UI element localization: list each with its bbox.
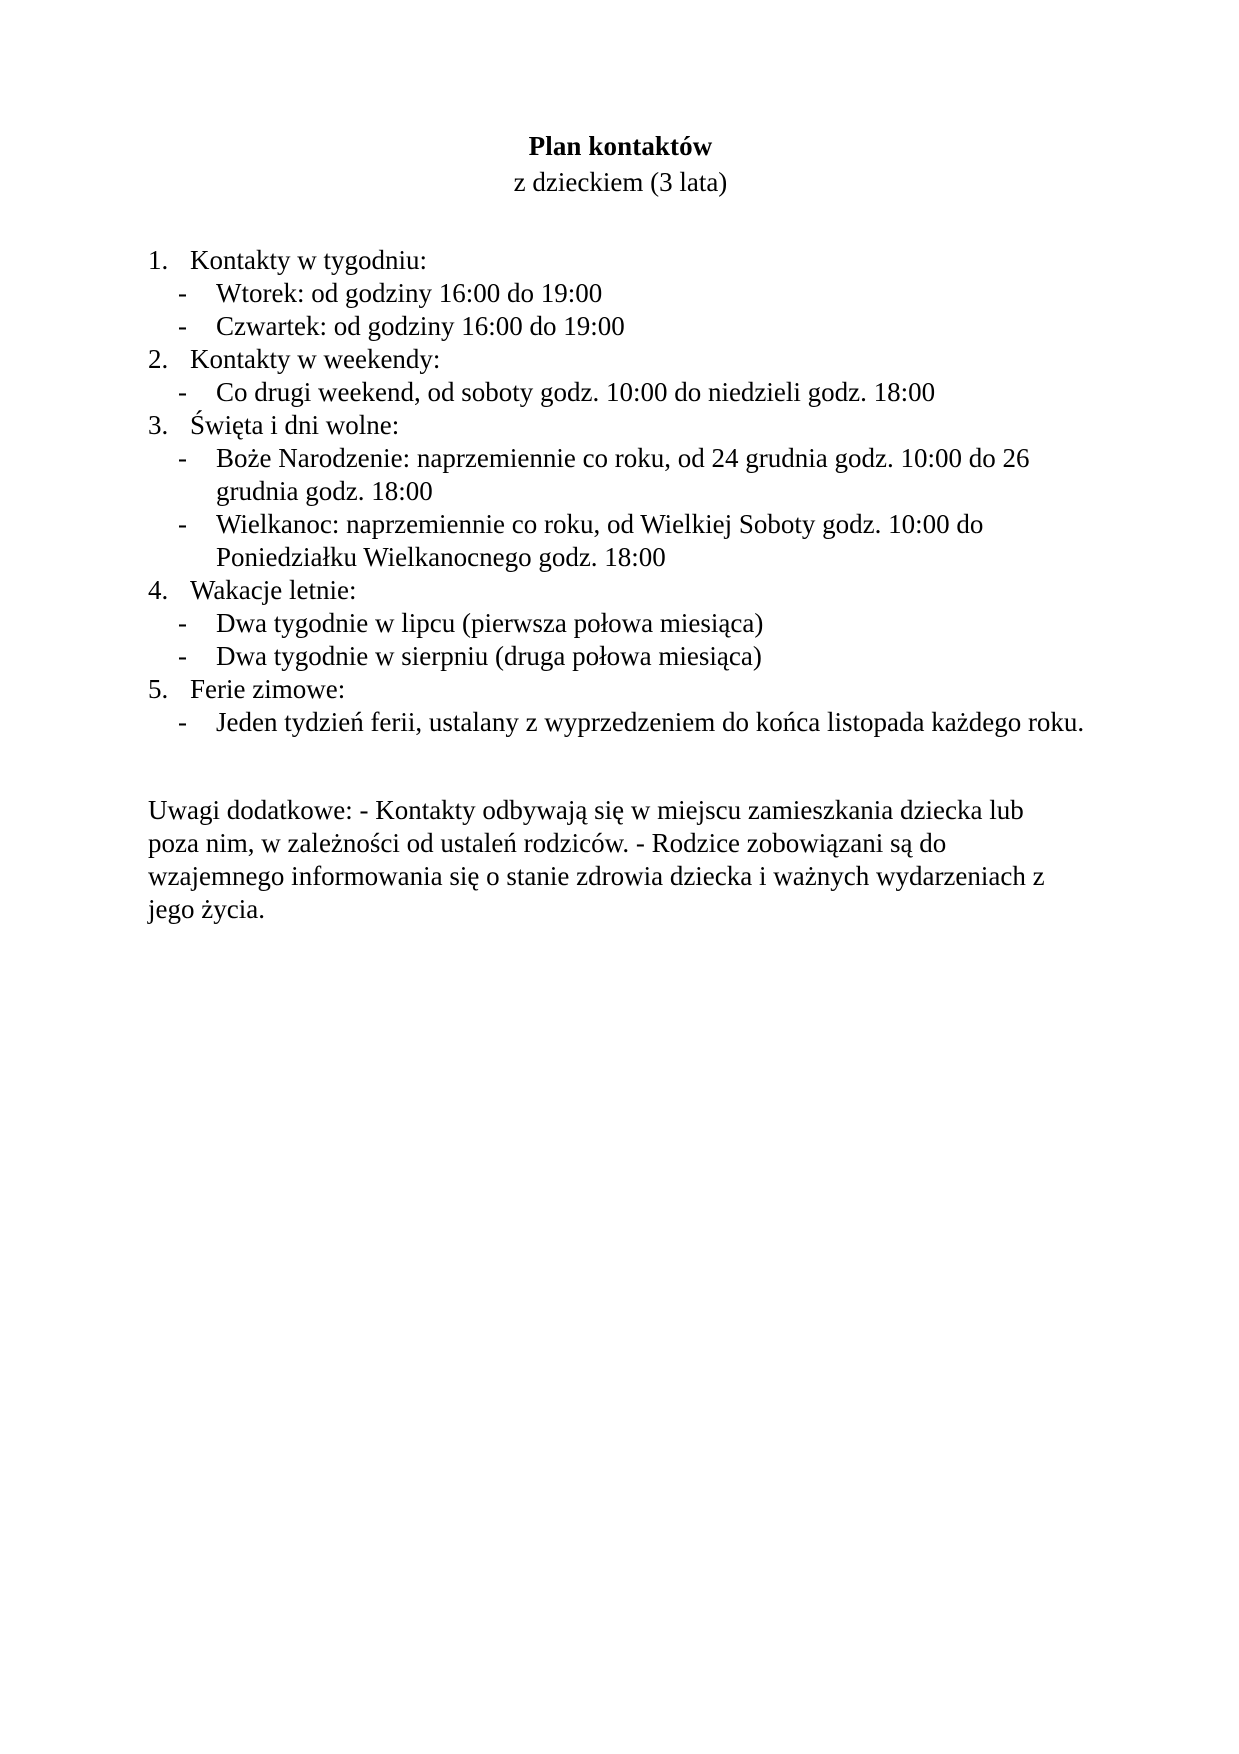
list-item-number: 1. [148, 245, 169, 275]
sub-list [148, 442, 1093, 574]
list-item-heading: Kontakty w tygodniu: [190, 245, 427, 275]
list-item-heading: Wakacje letnie: [190, 575, 357, 605]
sub-list [148, 376, 1093, 409]
page-title: Plan kontaktów [528, 131, 713, 161]
additional-notes: Uwagi dodatkowe: - Kontakty odbywają się w miejscu zamieszkania dziecka lub poza nim, w zależności od ustaleń rodziców. - Rodzice zobowiązani są do wzajemnego informowania się o stanie zdrowia dziecka i ważnych wydarzeniach z jego życia. [148, 795, 1045, 924]
dash-bullet: - [178, 377, 187, 407]
list-item-number: 4. [148, 575, 169, 605]
dash-bullet: - [178, 509, 187, 539]
list-item [148, 244, 1093, 277]
list-item-number: 5. [148, 674, 169, 704]
list-item [148, 343, 1093, 376]
sub-list-item-text: Wtorek: od godziny 16:00 do 19:00 [216, 278, 603, 308]
list-item-heading: Święta i dni wolne: [190, 410, 400, 440]
list-item-heading: Ferie zimowe: [190, 674, 346, 704]
sub-list [148, 607, 1093, 673]
sub-list-item [148, 376, 1093, 409]
sub-list-item [148, 508, 1093, 574]
list-item-number: 3. [148, 410, 169, 440]
dash-bullet: - [178, 707, 187, 737]
list-item-heading: Kontakty w weekendy: [190, 344, 441, 374]
sub-list-item-text: Wielkanoc: naprzemiennie co roku, od Wielkiej Soboty godz. 10:00 do Poniedziałku Wielkanocnego godz. 18:00 [216, 509, 984, 572]
sub-list-item-text: Co drugi weekend, od soboty godz. 10:00 do niedzieli godz. 18:00 [216, 377, 936, 407]
dash-bullet: - [178, 278, 187, 308]
sub-list-item [148, 640, 1093, 673]
sub-list-item [148, 277, 1093, 310]
sub-list [148, 277, 1093, 343]
list-item [148, 673, 1093, 706]
list-item [148, 574, 1093, 607]
dash-bullet: - [178, 608, 187, 638]
numbered-list [148, 244, 1093, 739]
list-item [148, 409, 1093, 442]
dash-bullet: - [178, 443, 187, 473]
sub-list-item [148, 706, 1093, 739]
sub-list-item-text: Boże Narodzenie: naprzemiennie co roku, od 24 grudnia godz. 10:00 do 26 grudnia godz. 18:00 [216, 443, 1030, 506]
sub-list-item [148, 607, 1093, 640]
sub-list-item-text: Czwartek: od godziny 16:00 do 19:00 [216, 311, 625, 341]
page-subtitle: z dzieckiem (3 lata) [513, 167, 728, 197]
sub-list-item-text: Dwa tygodnie w lipcu (pierwsza połowa miesiąca) [216, 608, 764, 638]
list-item-number: 2. [148, 344, 169, 374]
sub-list-item [148, 442, 1093, 508]
sub-list-item [148, 310, 1093, 343]
dash-bullet: - [178, 641, 187, 671]
sub-list-item-text: Jeden tydzień ferii, ustalany z wyprzedzeniem do końca listopada każdego roku. [216, 707, 1085, 737]
sub-list-item-text: Dwa tygodnie w sierpniu (druga połowa miesiąca) [216, 641, 762, 671]
sub-list [148, 706, 1093, 739]
dash-bullet: - [178, 311, 187, 341]
document-body [148, 128, 1093, 926]
